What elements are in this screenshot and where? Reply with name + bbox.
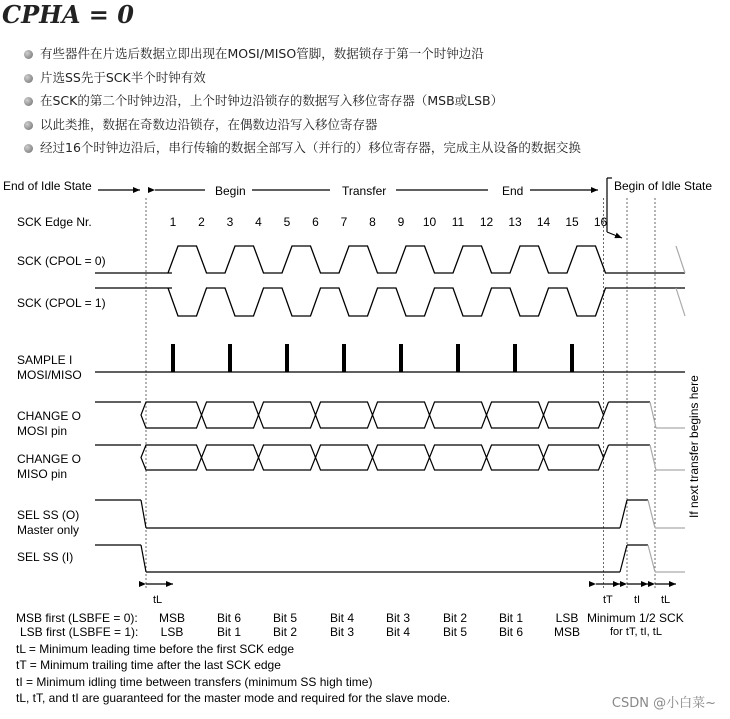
lsb-bit-label: Bit 4 [385,625,411,639]
min-half-sck-label: Minimum 1/2 SCK [587,611,684,625]
sck-cpol1-next [676,288,685,316]
sck-edge-number: 2 [198,215,205,229]
sck-edge-number: 8 [369,215,376,229]
sck-cpol0-waveform [95,246,685,273]
msb-bit-label: Bit 6 [216,611,242,625]
sck-edge-number: 11 [451,215,465,229]
tl-marker-label: tL [153,594,163,606]
end-label: End [502,184,524,198]
sck-edge-number: 5 [283,215,291,229]
sample-pulse [570,344,574,372]
note-tl: tL = Minimum leading time before the first SCK edge [16,642,295,656]
sample-pulse [285,344,289,372]
sample-pulse [342,344,346,372]
sck-edge-number: 7 [340,215,348,229]
miso-bit-cell [544,445,604,470]
mosi-end-up [604,402,609,415]
sample-pulse [456,344,460,372]
sample-label-1: SAMPLE I [17,353,73,367]
mosi-bit-cell [487,402,544,428]
sck-edge-number: 13 [508,215,522,229]
lsb-bit-label: Bit 2 [272,625,298,639]
bullet-text: 片选SS先于SCK半个时钟有效 [40,69,206,85]
msb-bit-label: Bit 2 [442,611,468,625]
miso-bit-cell [487,445,544,470]
edge-nr-label: SCK Edge Nr. [17,215,92,229]
sck-cpol1-label: SCK (CPOL = 1) [17,296,106,310]
sample-pulse [228,344,232,372]
miso-bit-cell [373,445,430,470]
begin-label: Begin [215,184,246,198]
lsb-bit-label: LSB [160,625,184,639]
sck-cpol1-waveform [95,288,685,316]
mosi-bit-cell [259,402,316,428]
mosi-bit-cell [202,402,259,428]
transfer-label: Transfer [342,184,387,198]
sck-edge-number: 3 [226,215,234,229]
begin-idle-label: Begin of Idle State [614,179,713,193]
sck-edge-number: 6 [312,215,319,229]
miso-bit-cell [202,445,259,470]
lsb-first-label: LSB first (LSBFE = 1): [20,625,139,639]
miso-bit-cell [316,445,373,470]
msb-bit-label: Bit 3 [385,611,411,625]
miso-next-a [650,445,656,470]
miso-bit-cell [141,445,202,470]
sample-pulse [399,344,403,372]
sel-i-fall [141,545,146,572]
bullet-text: 在SCK的第二个时钟边沿，上个时钟边沿锁存的数据写入移位寄存器（MSB或LSB） [40,93,504,108]
sample-pulse [513,344,517,372]
mosi-label-2: MOSI pin [17,424,68,438]
msb-bit-label: LSB [555,611,579,625]
note-tt: tT = Minimum trailing time after the last SCK edge [16,658,281,672]
sck-edge-number: 16 [593,215,608,229]
mosi-label-1: CHANGE O [17,409,82,423]
lsb-bit-label: MSB [553,625,581,639]
tl2-marker-label: tL [661,594,671,606]
min-half-sck-sub-label: for tT, tI, tL [610,626,662,638]
bullet-text: 以此类推，数据在奇数边沿锁存，在偶数边沿写入移位寄存器 [40,116,378,132]
sck-cpol0-label: SCK (CPOL = 0) [17,254,106,268]
miso-label-2: MISO pin [17,467,68,481]
sel-o-rise [620,500,627,528]
msb-bit-label: Bit 1 [498,611,524,625]
sck-edge-number: 4 [255,215,262,229]
lsb-bit-label: Bit 6 [498,625,524,639]
miso-bit-cell [259,445,316,470]
begin-idle-tick [607,232,622,238]
mosi-bit-cell [430,402,487,428]
tt-marker-label: tT [603,594,613,606]
sel-o-fall [141,500,146,528]
miso-label-1: CHANGE O [17,452,82,466]
sck-edge-number: 10 [422,215,437,229]
sck-cpol0-next [676,246,685,273]
timing-waveforms [95,178,685,639]
miso-bit-cell [430,445,487,470]
sel-i-rise [620,545,627,572]
note-guarantee: tL, tT, and tI are guaranteed for the master mode and required for the slave mode. [16,691,451,705]
watermark: CSDN @小白菜~ [611,696,716,711]
msb-first-label: MSB first (LSBFE = 0): [16,611,138,625]
mosi-bit-cell [373,402,430,428]
mosi-bit-cell [141,402,202,428]
msb-bit-label: Bit 5 [272,611,298,625]
lsb-bit-label: Bit 1 [216,625,242,639]
sel-i-label: SEL SS (I) [17,550,74,564]
bullet-text: 有些器件在片选后数据立即出现在MOSI/MISO管脚，数据锁存于第一个时钟边沿 [40,46,484,61]
page-title: CPHA = 0 [2,0,134,29]
end-idle-label: End of Idle State [3,179,92,193]
mosi-bit-cell [544,402,604,428]
sample-label-2: MOSI/MISO [17,368,82,382]
sel-o-label: SEL SS (O) [17,508,80,522]
sel-o-sub-label: Master only [17,523,80,537]
msb-bit-label: Bit 4 [329,611,355,625]
sck-edge-number: 14 [536,215,551,229]
sel-o-next-fall [648,500,655,528]
bullet-text: 经过16个时钟边沿后，串行传输的数据全部写入（并行的）移位寄存器，完成主从设备的数据交换 [40,140,581,155]
note-ti: tI = Minimum idling time between transfers (minimum SS high time) [16,675,373,689]
mosi-bit-cell [316,402,373,428]
sample-pulse [171,344,175,372]
lsb-bit-label: Bit 3 [329,625,355,639]
sck-edge-number: 1 [169,215,177,229]
sck-edge-number: 15 [565,215,579,229]
sel-i-next-fall [648,545,655,572]
sck-edge-number: 12 [479,215,494,229]
ti-marker-label: tI [634,594,641,606]
next-transfer-label: If next transfer begins here [687,375,701,518]
miso-end-up [604,445,609,458]
lsb-bit-label: Bit 5 [442,625,468,639]
msb-bit-label: MSB [158,611,186,625]
sck-edge-number: 9 [397,215,405,229]
